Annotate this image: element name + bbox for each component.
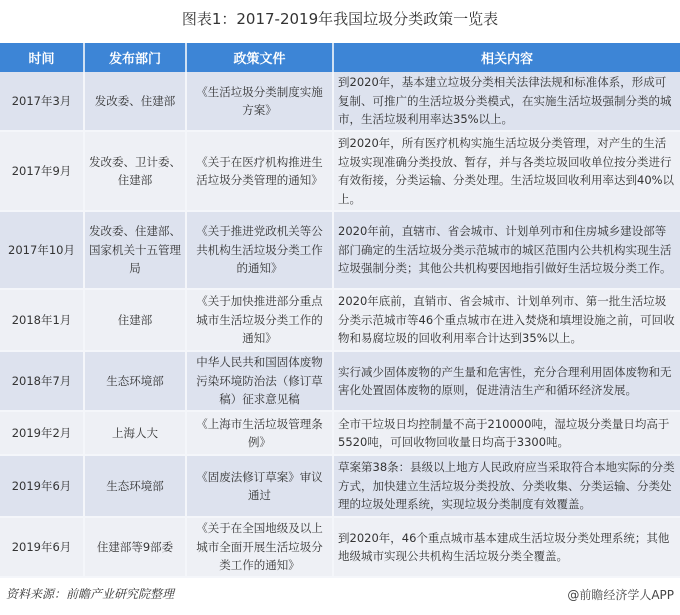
cell-department: 上海人大	[84, 411, 186, 455]
cell-content: 2020年前，直辖市、省会城市、计划单列市和住房城乡建设部等部门确定的生活垃圾分类示范城市的城区范围内公共机构实现生活垃圾强制分类；其他公共机构要因地指引做好生活垃圾分类工作。	[333, 211, 680, 289]
table-row	[0, 289, 680, 351]
cell-time: 2017年3月	[0, 72, 84, 131]
cell-time: 2018年1月	[0, 289, 84, 351]
header-content: 相关内容	[333, 43, 680, 72]
cell-time: 2019年2月	[0, 411, 84, 455]
cell-content: 到2020年，基本建立垃圾分类相关法律法规和标准体系，形成可复制、可推广的生活垃圾分类模式，在实施生活垃圾强制分类的城市，生活垃圾利用率达35%以上。	[333, 72, 680, 131]
header-document: 政策文件	[186, 43, 333, 72]
header-department: 发布部门	[84, 43, 186, 72]
table-row	[0, 411, 680, 455]
cell-content: 实行减少固体废物的产生量和危害性，充分合理利用固体废物和无害化处置固体废物的原则，促进清洁生产和循环经济发展。	[333, 351, 680, 411]
cell-time: 2019年6月	[0, 517, 84, 577]
cell-content: 草案第38条：县级以上地方人民政府应当采取符合本地实际的分类方式，加快建立生活垃圾分类投放、分类收集、分类运输、分类处理的垃圾处理系统，实现垃圾分类制度有效覆盖。	[333, 455, 680, 517]
cell-content: 全市干垃圾日均控制量不高于210000吨，湿垃圾分类量日均高于5520吨，可回收物回收量日均高于3300吨。	[333, 411, 680, 455]
cell-document: 《关于推进党政机关等公共机构生活垃圾分类工作的通知》	[186, 211, 333, 289]
cell-department: 发改委、住建部	[84, 72, 186, 131]
cell-content: 2020年底前，直销市、省会城市、计划单列市、第一批生活垃圾分类示范城市等46个重点城市在进入焚烧和填埋设施之前，可回收物和易腐垃圾的回收利用率合计达到35%以上。	[333, 289, 680, 351]
cell-time: 2017年10月	[0, 211, 84, 289]
table-row	[0, 72, 680, 131]
table-row	[0, 351, 680, 411]
cell-time: 2018年7月	[0, 351, 84, 411]
cell-document: 《关于在全国地级及以上城市全面开展生活垃圾分类工作的通知》	[186, 517, 333, 577]
source-note: 资料来源：前瞻产业研究院整理	[6, 587, 175, 601]
cell-content: 到2020年，46个重点城市基本建成生活垃圾分类处理系统；其他地级城市实现公共机构生活垃圾分类全覆盖。	[333, 517, 680, 577]
cell-department: 住建部	[84, 289, 186, 351]
cell-document: 《上海市生活垃圾管理条例》	[186, 411, 333, 455]
cell-time: 2017年9月	[0, 131, 84, 211]
header-time: 时间	[0, 43, 84, 72]
cell-department: 发改委、住建部、国家机关十五管理局	[84, 211, 186, 289]
table-row	[0, 131, 680, 211]
cell-document: 《关于在医疗机构推进生活垃圾分类管理的通知》	[186, 131, 333, 211]
cell-document: 《固废法修订草案》审议通过	[186, 455, 333, 517]
cell-department: 生态环境部	[84, 351, 186, 411]
cell-time: 2019年6月	[0, 455, 84, 517]
credit-watermark: @前瞻经济学人APP	[567, 588, 674, 602]
table-header-row	[0, 43, 680, 72]
cell-department: 住建部等9部委	[84, 517, 186, 577]
cell-document: 《生活垃圾分类制度实施方案》	[186, 72, 333, 131]
cell-document: 中华人民共和国固体废物污染环境防治法（修订草稿）征求意见稿	[186, 351, 333, 411]
table-row	[0, 211, 680, 289]
cell-department: 生态环境部	[84, 455, 186, 517]
cell-document: 《关于加快推进部分重点城市生活垃圾分类工作的通知》	[186, 289, 333, 351]
table-row	[0, 455, 680, 517]
table-title: 图表1：2017-2019年我国垃圾分类政策一览表	[181, 10, 499, 28]
table-row	[0, 517, 680, 577]
cell-content: 到2020年，所有医疗机构实施生活垃圾分类管理，对产生的生活垃圾实现准确分类投放、暂存，并与各类垃圾回收单位按分类进行有效衔接，分类运输、分类处理。生活垃圾回收利用率达到40%以上。	[333, 131, 680, 211]
policy-table	[0, 43, 680, 578]
cell-department: 发改委、卫计委、住建部	[84, 131, 186, 211]
